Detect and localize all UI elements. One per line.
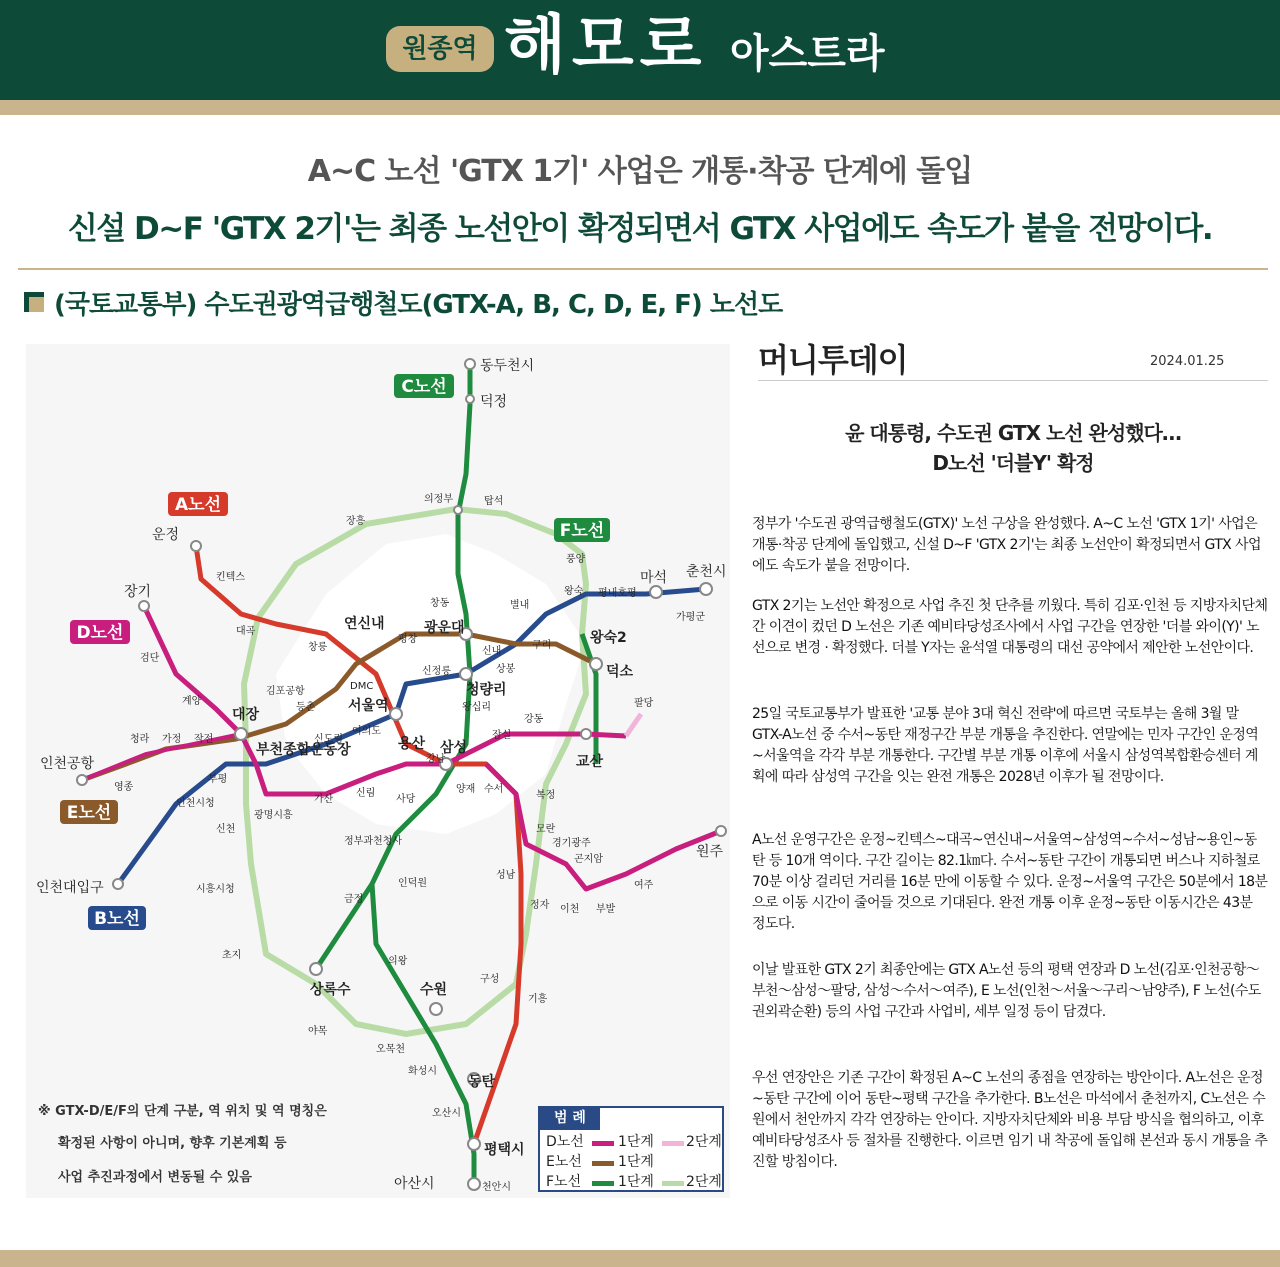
station-seoul: 서울역: [348, 698, 389, 714]
station-gwangundae: 광운대: [424, 620, 465, 636]
station-sincheon: 신천: [216, 824, 236, 835]
seoul-area: [276, 534, 586, 834]
station-gwacheon: 정부과천청사: [344, 836, 402, 847]
map-legend: [538, 1106, 724, 1192]
station-choji: 초지: [222, 950, 242, 961]
c-line-box-label: C노선: [401, 377, 447, 397]
f-line-box-label: F노선: [559, 521, 605, 541]
station-deokjeong: 덕정: [480, 394, 508, 410]
station-geumjeong: 금정: [344, 894, 364, 905]
station-wonju: 원주: [696, 844, 724, 860]
station-sinjeongryeong: 신정릉: [422, 666, 451, 677]
station-siheung-cityhall: 시흥시청: [196, 884, 235, 895]
station-deungchon: 등촌: [296, 702, 316, 713]
station-wangsuk: 왕숙: [564, 586, 584, 597]
station-badge: 원종역: [386, 26, 494, 72]
station-gajeong: 가정: [162, 734, 182, 745]
station-giheung: 기흥: [528, 994, 548, 1005]
station-sinnae: 신내: [482, 646, 502, 657]
station-asan: 아산시: [394, 1176, 435, 1192]
station-gonjiam: 곤지암: [574, 854, 603, 865]
station-samseong: 삼성: [440, 740, 468, 756]
b-line-box-label: B노선: [94, 909, 140, 929]
news-paragraph-5: 이날 발표한 GTX 2기 최종안에는 GTX A노선 등의 평택 연장과 D 노선(김포·인천공항～부천～삼성～팔당, 삼성～수서～여주), E 노선(인천～서울～구리～남양주), F 노선(수도권외곽순환) 등의 사업 구간과 사업비, 세부 일정 등이 담겼다.: [752, 962, 1261, 1020]
station-yeoju: 여주: [634, 880, 654, 891]
station-deokso: 덕소: [606, 664, 634, 680]
news-paragraph-3: 25일 국토교통부가 발표한 '교통 분야 3대 혁신 전략'에 따르면 국토부는 올해 3월 말 GTX-A노선 중 수서~동탄 재정구간 부분 개통을 추진한다. 연말에는 민자 구간인 운정역~서울역을 각각 부분 개통한다. 구간별 부분 개통 이후에 서울시 삼성역복합환승센터 계획에 따라 삼성역 구간을 잇는 완전 개통은 2028년 이후가 될 전망이다.: [752, 706, 1259, 785]
legend-f-stage1-swatch: [592, 1181, 614, 1186]
station-jakjeon: 작전: [194, 734, 214, 745]
station-sangroksu: 상록수: [310, 982, 351, 998]
station-gyeonggi-gwangju: 경기광주: [552, 838, 591, 849]
legend-f-stage2-swatch: [662, 1181, 684, 1186]
station-gimpo-airport: 김포공항: [266, 686, 305, 697]
station-geomdan: 검단: [140, 653, 160, 664]
station-pungyang: 풍양: [566, 554, 586, 565]
station-osan: 오산시: [432, 1108, 461, 1119]
legend-row-d: [546, 1132, 584, 1152]
station-chuncheon: 춘천시: [686, 564, 727, 580]
station-suwon: 수원: [420, 982, 448, 998]
divider: [18, 268, 1268, 270]
station-pyeongchang: 평창: [398, 634, 418, 645]
station-uiwang: 의왕: [388, 956, 408, 967]
news-paragraph-4: A노선 운영구간은 운정~킨텍스~대곡~연신내~서울역~삼성역~수서~성남~용인~동탄 등 10개 역이다. 구간 길이는 82.1㎞다. 수서~동탄 구간이 개통되면 버스나 지하철로 70분 이상 걸리던 거리를 16분 만에 이동할 수 있다. 운정~서울역 구간은 50분에서 18분으로 이동 시간이 줄어들 것으로 기대된다. 완전 개통 이후 운정~동탄 이동시간은 43분 정도다.: [752, 832, 1268, 932]
station-uijeongbu: 의정부: [424, 494, 453, 505]
station-guseong: 구성: [480, 974, 500, 985]
station-yeonsinnae: 연신내: [344, 616, 385, 632]
news-paragraph-6: 우선 연장안은 기존 구간이 확정된 A~C 노선의 종점을 연장하는 방안이다. A노선은 운정~동탄 구간에 이어 동탄~평택 구간을 추가한다. B노선은 마석에서 춘천까지, C노선은 수원에서 천안까지 각각 연장하는 안이다. 지방자치단체와 비용 부담 방식을 협의하고, 이후 예비타당성조사 등 절차를 진행한다. 이르면 임기 내 착공에 돌입해 본선과 동시 개통을 추진할 방침이다.: [752, 1070, 1268, 1170]
station-dongducheon: 동두천시: [480, 358, 535, 374]
news-paragraph-2: GTX 2기는 노선안 확정으로 사업 추진 첫 단추를 끼웠다. 특히 김포·인천 등 지방자치단체 간 이견이 컸던 D 노선은 기존 예비타당성조사에서 사업 구간을 연장한 '더블 와이(Y)' 노선으로 변경 · 확정했다. 더블 Y자는 윤석열 대통령의 대선 공약에서 제안한 노선안이다.: [752, 598, 1268, 656]
legend-d-stage1-swatch: [592, 1141, 614, 1146]
d-line-phase2: [626, 714, 641, 736]
legend-d-label: D노선: [546, 1134, 584, 1150]
station-dmc: DMC: [350, 681, 374, 692]
station-gyeyang: 계양: [182, 696, 202, 707]
station-yongsan: 용산: [398, 736, 426, 752]
station-jeongja: 정자: [530, 900, 550, 911]
station-jamsil: 잠실: [492, 730, 512, 741]
station-pyeongnae: 평내호평: [598, 588, 637, 599]
station-incheon-uni: 인천대입구: [36, 880, 104, 896]
brand-subtitle: 아스트라: [730, 31, 885, 77]
station-yangjae: 양재: [456, 784, 476, 795]
brand-logo-text: 해모로: [504, 9, 708, 83]
station-seongnam: 성남: [496, 870, 516, 881]
station-guri: 구리: [532, 640, 552, 651]
station-daejang: 대장: [232, 707, 260, 723]
station-sadang: 사당: [396, 794, 416, 805]
station-maseok: 마석: [640, 570, 668, 586]
headline-line-2: 신설 D~F 'GTX 2기'는 최종 노선안이 확정되면서 GTX 사업에도 속도가 붙을 전망이다.: [67, 211, 1213, 247]
news-source: 머니투데이: [758, 341, 908, 379]
station-hwaseong: 화성시: [408, 1066, 437, 1077]
station-gyosan: 교산: [576, 754, 604, 770]
station-tapseok: 탑석: [484, 496, 504, 507]
news-divider: [758, 380, 1268, 381]
station-yeouido: 여의도: [352, 726, 381, 737]
legend-f-stage1: 1단계: [618, 1174, 654, 1190]
legend-d-stage2: 2단계: [686, 1134, 722, 1150]
legend-title: 범 례: [540, 1106, 600, 1130]
footer-stripe: [0, 1250, 1280, 1267]
station-byeollae: 별내: [510, 600, 530, 611]
station-omokcheon: 오목천: [376, 1044, 405, 1055]
section-bullet-icon: [24, 292, 44, 312]
station-unjeong: 운정: [152, 527, 180, 543]
station-dongtan: 동탄: [468, 1074, 496, 1090]
map-note-line-2: 확정된 사항이 아니며, 향후 기본계획 등: [58, 1136, 287, 1151]
news-title-line-1: 윤 대통령, 수도권 GTX 노선 완성했다…: [845, 421, 1181, 445]
station-gasan: 가산: [314, 794, 334, 805]
news-paragraph-1: 정부가 '수도권 광역급행철도(GTX)' 노선 구상을 완성했다. A~C 노선 'GTX 1기' 사업은 개통·착공 단계에 돌입했고, 신설 D~F 'GTX 2기'는 최종 노선안이 확정되면서 GTX 사업에도 속도가 붙을 전망이다.: [752, 516, 1261, 574]
station-bokjeong: 복정: [536, 790, 556, 801]
station-suseo: 수서: [484, 784, 504, 795]
station-bucheon: 부천종합운동장: [256, 742, 351, 758]
station-gangdong: 강동: [524, 714, 544, 725]
station-kintex: 킨텍스: [216, 572, 245, 583]
station-wangsuk2: 왕숙2: [590, 630, 627, 646]
station-bubal: 부발: [596, 904, 616, 915]
station-yamok: 야목: [308, 1026, 328, 1037]
station-sindorim: 신도림: [314, 734, 343, 745]
d-line-box-label: D노선: [76, 623, 124, 643]
station-janggi: 장기: [124, 584, 152, 600]
station-janghueung: 장흥: [346, 516, 366, 527]
banner-stripe: [0, 100, 1280, 115]
map-note-line-3: 사업 추진과정에서 변동될 수 있음: [58, 1170, 252, 1185]
section-title: (국토교통부) 수도권광역급행철도(GTX-A, B, C, D, E, F) 노선도: [54, 290, 783, 320]
headline-line-1: A~C 노선 'GTX 1기' 사업은 개통·착공 단계에 돌입: [307, 154, 973, 189]
station-cheongna: 청라: [130, 734, 150, 745]
news-title-line-2: D노선 '더블Y' 확정: [932, 451, 1094, 475]
station-changneung: 창릉: [308, 642, 328, 653]
legend-e-stage1: 1단계: [618, 1154, 654, 1170]
station-yeongjong: 영종: [114, 782, 134, 793]
station-paldang: 팔당: [634, 698, 654, 709]
gtx-route-map: [26, 344, 730, 1198]
station-daegok: 대곡: [236, 626, 256, 637]
legend-f-label: F노선: [546, 1174, 582, 1190]
station-changdong: 창동: [430, 598, 450, 609]
legend-d-stage2-swatch: [662, 1141, 684, 1146]
station-moran: 모란: [536, 824, 556, 835]
news-title: [758, 418, 1268, 478]
route-map-svg: [26, 344, 730, 1198]
station-sillim: 신림: [356, 788, 376, 799]
station-gapyeong: 가평군: [676, 612, 705, 623]
station-cheongnyangni: 청량리: [466, 682, 507, 698]
station-bupyeong: 부평: [208, 774, 228, 785]
station-cheonan: 천안시: [482, 1182, 511, 1193]
station-incheon-cityhall: 인천시청: [176, 798, 215, 809]
e-line-box-label: E노선: [66, 803, 112, 823]
station-gwangmyeong: 광명시흥: [254, 810, 293, 821]
news-date: 2024.01.25: [1150, 354, 1225, 369]
station-incheon-airport: 인천공항: [40, 756, 95, 772]
legend-d-stage1: 1단계: [618, 1134, 654, 1150]
station-wangsimni: 왕십리: [462, 702, 491, 713]
legend-row-f: [546, 1172, 581, 1192]
a-line-box-label: A노선: [174, 495, 222, 515]
station-indeogwon: 인덕원: [398, 878, 427, 889]
station-pyeongtaek: 평택시: [484, 1142, 525, 1158]
station-gangnam: 강남: [426, 754, 446, 765]
station-sangbong: 상봉: [496, 664, 516, 675]
legend-f-stage2: 2단계: [686, 1174, 722, 1190]
map-note-line-1: ※ GTX-D/E/F의 단계 구분, 역 위치 및 역 명칭은: [38, 1104, 327, 1119]
legend-e-label: E노선: [546, 1154, 582, 1170]
station-icheon: 이천: [560, 904, 580, 915]
legend-e-stage1-swatch: [592, 1161, 614, 1166]
legend-row-e: [546, 1152, 582, 1172]
